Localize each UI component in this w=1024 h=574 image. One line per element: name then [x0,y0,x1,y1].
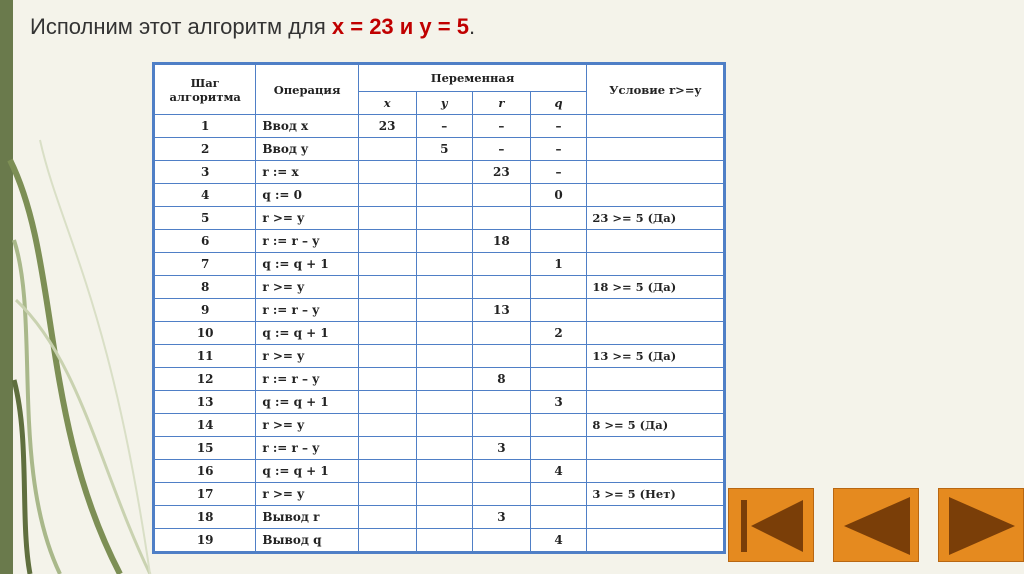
condition-cell [587,184,724,207]
r-value-cell [473,483,531,506]
x-value-cell [358,529,416,552]
step-cell: 16 [155,460,256,483]
q-value-cell [530,345,587,368]
x-value-cell [358,437,416,460]
q-value-cell [530,368,587,391]
table-row [155,437,724,460]
decorative-swirls [0,0,160,574]
y-value-cell [416,299,473,322]
condition-cell: 3 >= 5 (Нет) [587,483,724,506]
operation-cell: r >= y [256,414,358,437]
table-row [155,230,724,253]
previous-icon [834,489,920,563]
x-value-cell [358,345,416,368]
condition-cell: 18 >= 5 (Да) [587,276,724,299]
operation-cell: r := r – y [256,437,358,460]
r-value-cell [473,276,531,299]
operation-cell: r >= y [256,345,358,368]
condition-cell [587,368,724,391]
table-row [155,161,724,184]
q-value-cell [530,506,587,529]
y-value-cell [416,322,473,345]
y-value-cell [416,161,473,184]
step-cell: 5 [155,207,256,230]
x-value-cell [358,253,416,276]
condition-cell [587,460,724,483]
table-row [155,345,724,368]
y-value-cell [416,529,473,552]
previous-slide-button[interactable] [833,488,919,562]
col-cond-header: Условие r>=y [587,65,724,115]
r-value-cell: 8 [473,368,531,391]
q-value-cell: 2 [530,322,587,345]
condition-cell [587,115,724,138]
q-value-cell [530,414,587,437]
r-value-cell: 3 [473,506,531,529]
y-value-cell [416,506,473,529]
title-prefix: Исполним этот алгоритм для [30,14,332,39]
operation-cell: q := q + 1 [256,391,358,414]
y-value-cell [416,230,473,253]
q-value-cell: – [530,115,587,138]
r-value-cell [473,345,531,368]
x-value-cell [358,391,416,414]
r-value-cell [473,184,531,207]
r-value-cell: 13 [473,299,531,322]
condition-cell [587,529,724,552]
table-row [155,368,724,391]
var-x-header: x [358,92,416,115]
r-value-cell: – [473,115,531,138]
r-value-cell [473,391,531,414]
y-value-cell [416,276,473,299]
next-icon [939,489,1024,563]
x-value-cell [358,414,416,437]
operation-cell: q := q + 1 [256,253,358,276]
condition-cell [587,391,724,414]
step-cell: 7 [155,253,256,276]
first-slide-button[interactable] [728,488,814,562]
operation-cell: r := r – y [256,299,358,322]
algorithm-trace-table [152,62,726,554]
q-value-cell: – [530,138,587,161]
step-cell: 8 [155,276,256,299]
var-r-header: r [473,92,531,115]
operation-cell: r >= y [256,207,358,230]
step-cell: 13 [155,391,256,414]
table-row [155,391,724,414]
x-value-cell [358,483,416,506]
condition-cell: 13 >= 5 (Да) [587,345,724,368]
r-value-cell [473,460,531,483]
x-value-cell [358,299,416,322]
operation-cell: q := q + 1 [256,460,358,483]
x-value-cell [358,138,416,161]
step-cell: 11 [155,345,256,368]
operation-cell: r := r – y [256,230,358,253]
y-value-cell [416,368,473,391]
q-value-cell: 0 [530,184,587,207]
step-cell: 3 [155,161,256,184]
operation-cell: Вывод r [256,506,358,529]
x-value-cell [358,207,416,230]
condition-cell [587,437,724,460]
skip-to-first-icon [729,489,815,563]
step-cell: 10 [155,322,256,345]
table-row [155,207,724,230]
y-value-cell [416,414,473,437]
operation-cell: Вывод q [256,529,358,552]
y-value-cell [416,253,473,276]
col-step-header: Шаг алгоритма [155,65,256,115]
table-row [155,276,724,299]
q-value-cell [530,483,587,506]
step-cell: 19 [155,529,256,552]
table-row [155,506,724,529]
table-row [155,483,724,506]
y-value-cell [416,483,473,506]
operation-cell: r := r – y [256,368,358,391]
y-value-cell [416,207,473,230]
operation-cell: Ввод x [256,115,358,138]
step-cell: 4 [155,184,256,207]
table-row [155,414,724,437]
q-value-cell: 4 [530,529,587,552]
condition-cell [587,253,724,276]
title-highlight: x = 23 и y = 5 [331,14,469,39]
title-suffix: . [468,14,476,39]
x-value-cell [358,506,416,529]
x-value-cell [358,322,416,345]
y-value-cell [416,437,473,460]
r-value-cell [473,529,531,552]
header-row [155,65,724,92]
r-value-cell [473,414,531,437]
operation-cell: Ввод y [256,138,358,161]
q-value-cell [530,230,587,253]
next-slide-button[interactable] [938,488,1024,562]
condition-cell [587,138,724,161]
y-value-cell [416,391,473,414]
y-value-cell [416,184,473,207]
table-row [155,460,724,483]
q-value-cell [530,276,587,299]
table-row [155,184,724,207]
operation-cell: q := q + 1 [256,322,358,345]
y-value-cell: – [416,115,473,138]
step-cell: 17 [155,483,256,506]
operation-cell: r >= y [256,483,358,506]
x-value-cell [358,161,416,184]
q-value-cell [530,437,587,460]
table-row [155,299,724,322]
condition-cell [587,299,724,322]
operation-cell: r >= y [256,276,358,299]
var-y-header: y [416,92,473,115]
r-value-cell [473,253,531,276]
condition-cell [587,506,724,529]
r-value-cell: 3 [473,437,531,460]
r-value-cell: 18 [473,230,531,253]
x-value-cell [358,368,416,391]
q-value-cell [530,299,587,322]
condition-cell: 23 >= 5 (Да) [587,207,724,230]
q-value-cell: 1 [530,253,587,276]
var-q-header: q [530,92,587,115]
condition-cell [587,161,724,184]
r-value-cell: 23 [473,161,531,184]
table-row [155,322,724,345]
condition-cell: 8 >= 5 (Да) [587,414,724,437]
x-value-cell [358,276,416,299]
step-cell: 6 [155,230,256,253]
step-cell: 14 [155,414,256,437]
x-value-cell: 23 [358,115,416,138]
table-row [155,138,724,161]
step-cell: 12 [155,368,256,391]
y-value-cell: 5 [416,138,473,161]
x-value-cell [358,230,416,253]
slide-title [30,14,475,40]
table-row [155,253,724,276]
r-value-cell: – [473,138,531,161]
step-cell: 18 [155,506,256,529]
x-value-cell [358,184,416,207]
table-row [155,115,724,138]
q-value-cell [530,207,587,230]
step-cell: 1 [155,115,256,138]
condition-cell [587,230,724,253]
step-cell: 15 [155,437,256,460]
operation-cell: q := 0 [256,184,358,207]
condition-cell [587,322,724,345]
r-value-cell [473,322,531,345]
y-value-cell [416,460,473,483]
y-value-cell [416,345,473,368]
step-cell: 9 [155,299,256,322]
operation-cell: r := x [256,161,358,184]
col-op-header: Операция [256,65,358,115]
col-var-header: Переменная [358,65,587,92]
r-value-cell [473,207,531,230]
step-cell: 2 [155,138,256,161]
table-row [155,529,724,552]
q-value-cell: 4 [530,460,587,483]
q-value-cell: – [530,161,587,184]
q-value-cell: 3 [530,391,587,414]
x-value-cell [358,460,416,483]
